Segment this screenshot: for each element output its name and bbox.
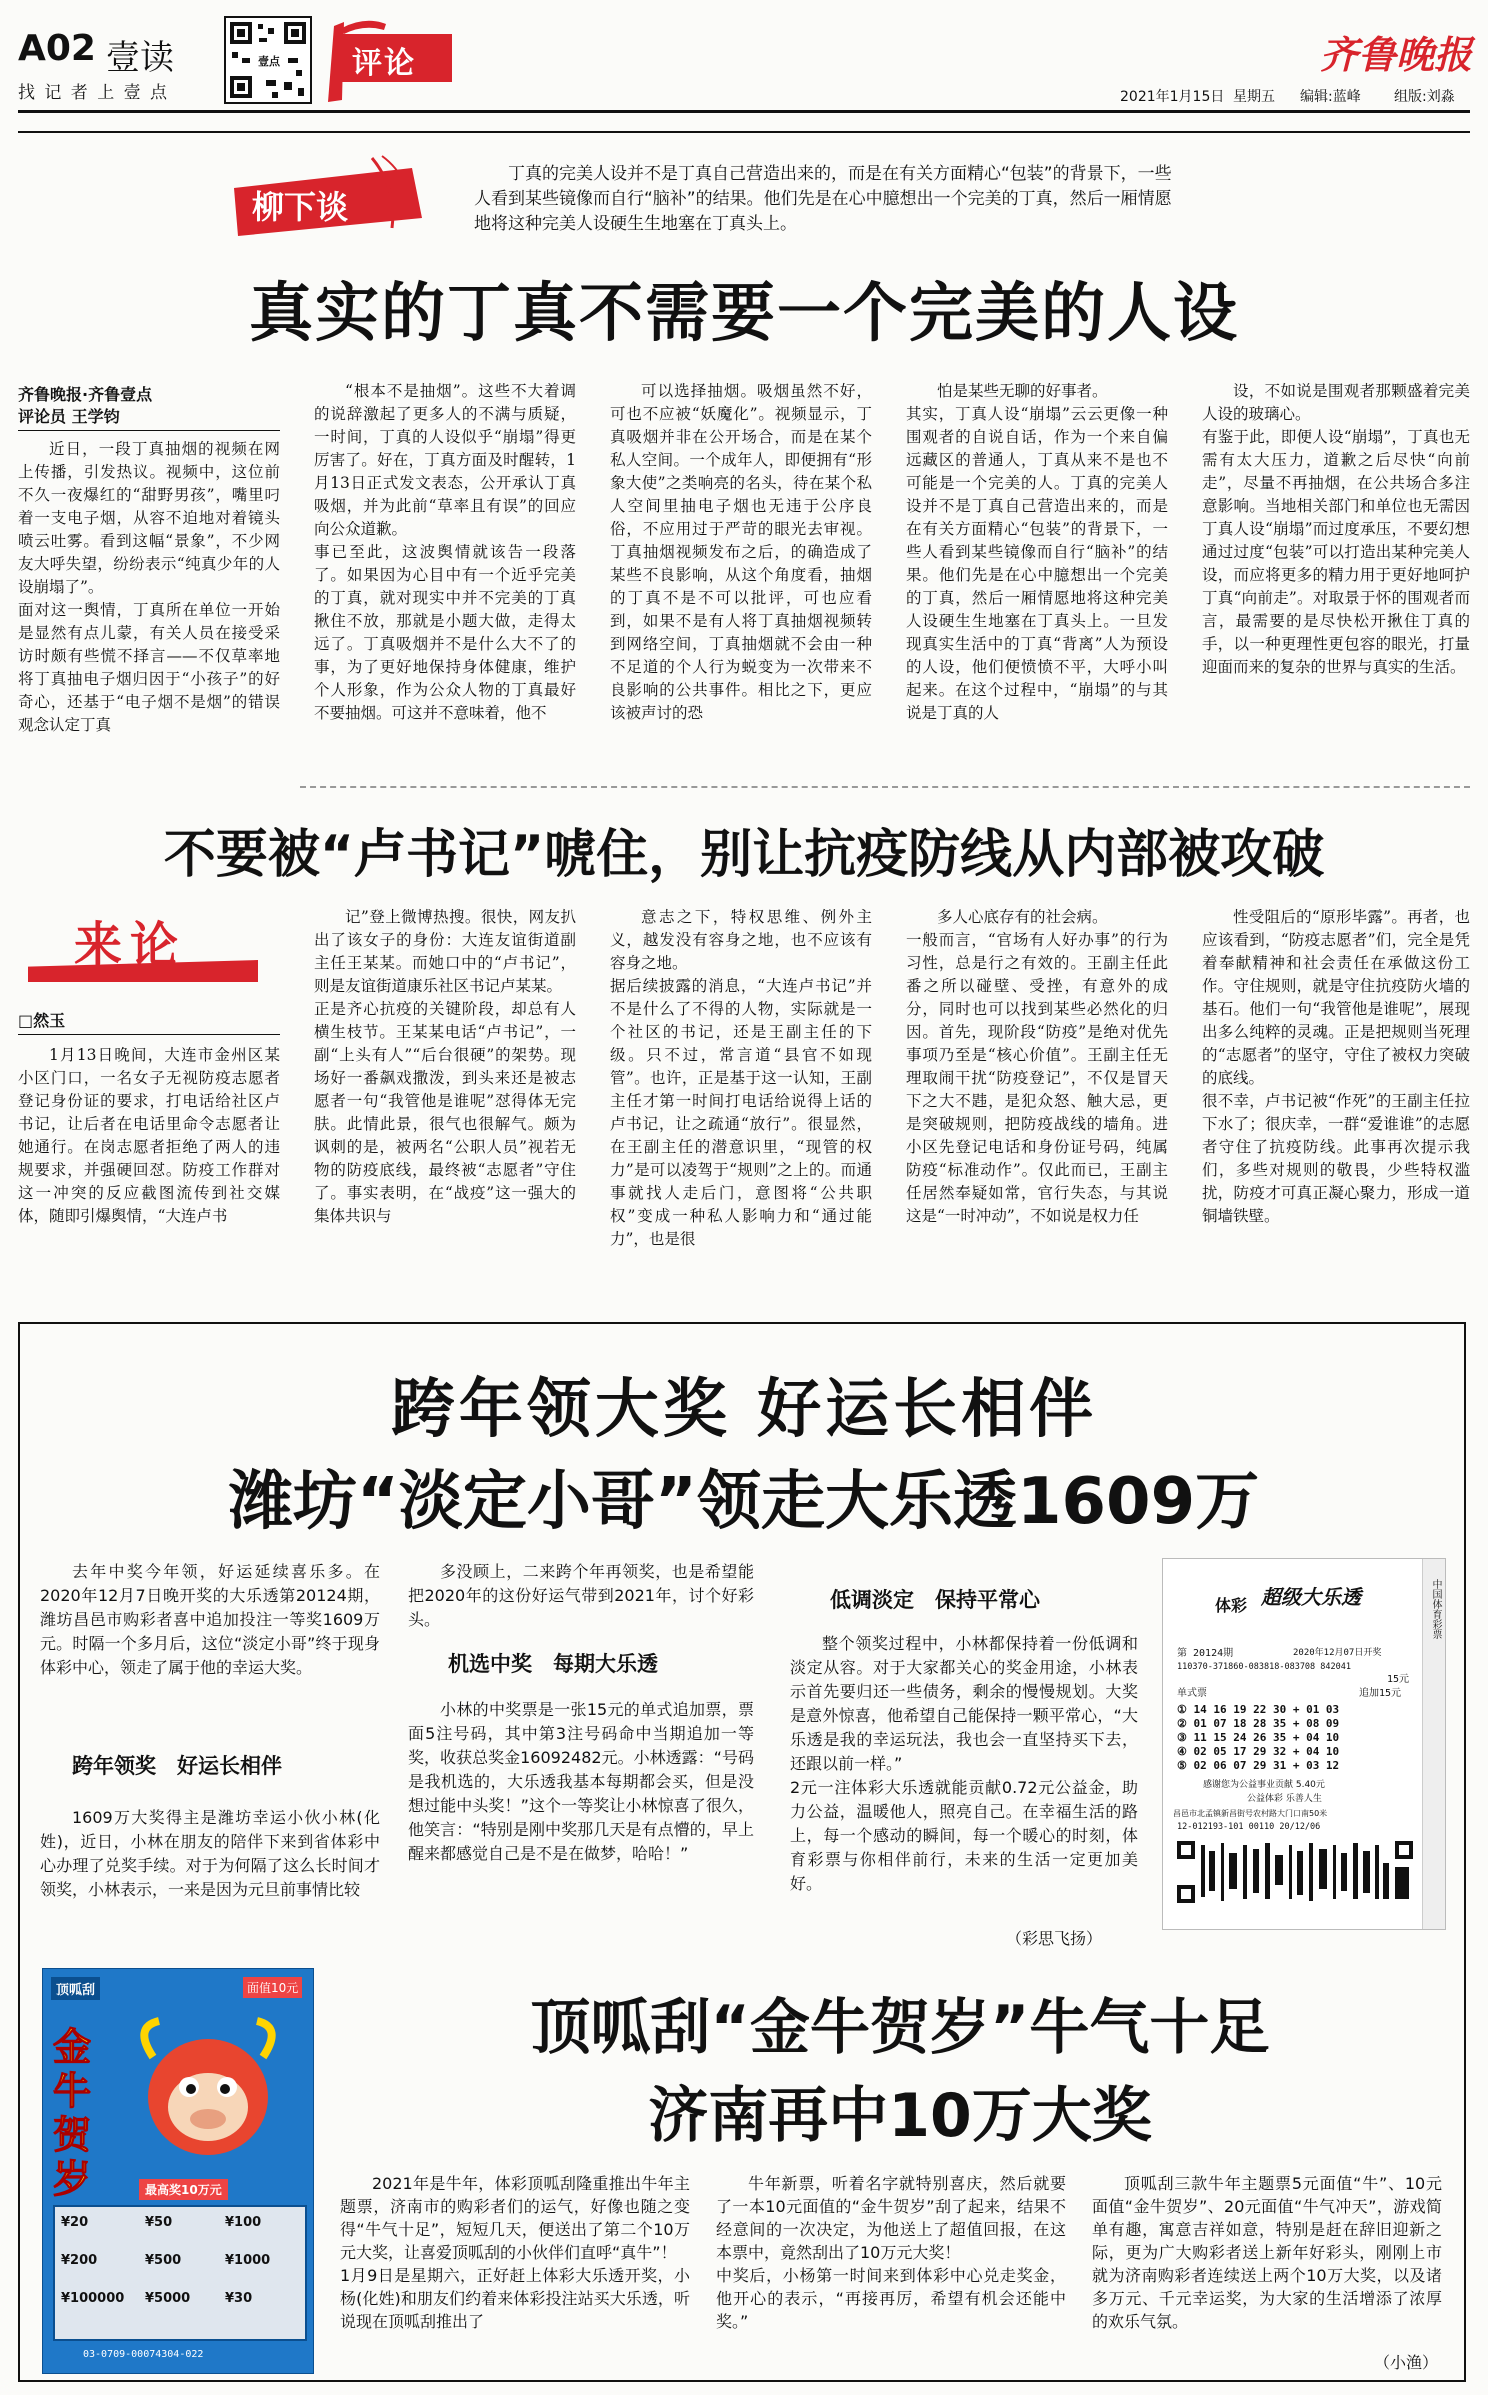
scratch-card-price: 面值10元	[243, 1977, 302, 1998]
lottery1-column-2a	[408, 1560, 754, 1640]
lottery2-column-3	[1092, 2172, 1442, 2358]
article2-col3-text: 意志之下，特权思维、例外主义，越发没有容身之地，也不应该有容身之地。 据后续披露的消息，“大连卢书记”并不是什么了不得的人物，实际就是一个社区的书记，还是王副主任的下级。只不过，常言道“县官不如现管”。也许，正是基于这一认知，王副主任才第一时间打电话给说得上话的卢书记，让之疏通“放行”。很显然，在王副主任的潜意识里，“现管的权力”是可以凌驾于“规则”之上的。而通事就找人走后门，意图将“公共职权”变成一种私人影响力和“通过能力”，也是很	[610, 908, 872, 1248]
weekday: 星期五	[1233, 89, 1275, 105]
header-rule-thin	[18, 131, 1470, 133]
liuxiatan-intro: 丁真的完美人设并不是丁真自己营造出来的，而是在有关方面精心“包装”的背景下，一些人看到某些镜像而自行“脑补”的结果。他们先是在心中臆想出一个完美的丁真，然后一厢情愿地将这种完美人设硬生生地塞在丁真头上。	[474, 164, 1172, 234]
lottery1-col1b-text: 1609万大奖得主是潍坊幸运小伙小林(化姓)，近日，小林在朋友的陪伴下来到省体彩中心办理了兑奖手续。对于为何隔了这么长时间才领奖，小林表示，一来是因为元旦前事情比较	[40, 1808, 380, 1899]
lailun-badge: 来论	[74, 917, 187, 973]
lottery1-headline-1: 跨年领大奖 好运长相伴	[390, 1373, 1098, 1447]
scratch-card-brand: 顶呱刮	[51, 1977, 100, 2000]
scratch-amount: ¥200	[61, 2253, 98, 2268]
byline-rule	[18, 430, 280, 431]
ticket-serial: 110370-371860-083818-083708 842041	[1177, 1662, 1351, 1672]
lottery1-column-1b	[40, 1806, 380, 1956]
qr-label: 壹点	[256, 52, 282, 70]
page-label: 壹读	[106, 38, 174, 78]
ticket-additional: 追加15元	[1359, 1688, 1402, 1699]
scratch-amount: ¥1000	[225, 2253, 271, 2268]
ticket-row: ③ 11 15 24 26 35 + 04 10	[1177, 1731, 1340, 1744]
qr-code[interactable]	[224, 16, 312, 104]
article2-headline: 不要被“卢书记”唬住，别让抗疫防线从内部被攻破	[163, 825, 1325, 885]
author-rule	[18, 1034, 280, 1035]
lottery2-col1-text: 2021年是牛年，体彩顶呱刮隆重推出牛年主题票，济南市的购彩者们的运气，好像也随之变得“牛气十足”，短短几天，便送出了第二个10万元大奖，让喜爱顶呱刮的小伙伴们直呼“真牛”！ 1月9日是星期六，正好赶上体彩大乐透开奖，小杨(化姓)和朋友们约着来体彩投注站买大乐透，听说现在顶呱刮推出了	[340, 2174, 690, 2331]
slogan: 找 记 者 上 壹 点	[18, 83, 170, 103]
article1-byline: 齐鲁晚报·齐鲁壹点	[18, 385, 153, 404]
lottery2-column-1	[340, 2172, 690, 2372]
article1-author: 评论员 王学钧	[18, 407, 120, 426]
ticket-welfare: 感谢您为公益事业贡献 5.40元	[1203, 1780, 1325, 1790]
article2-column-4	[906, 906, 1168, 1314]
lottery2-credit: （小渔）	[1374, 2353, 1439, 2372]
scratch-amount: ¥30	[225, 2291, 253, 2306]
lottery2-column-2	[716, 2172, 1066, 2372]
article2-author: □然玉	[18, 1011, 66, 1030]
lottery1-subhead-3: 低调淡定 保持平常心	[830, 1588, 1040, 1612]
lottery1-column-3	[790, 1632, 1138, 1928]
lottery1-column-2b	[408, 1698, 754, 1958]
scratch-amount: ¥50	[145, 2215, 173, 2230]
lottery-ticket	[1162, 1558, 1446, 1930]
ticket-side-label: 中国体育彩票	[1430, 1579, 1441, 1639]
lottery1-credit: （彩思飞扬）	[1006, 1929, 1103, 1948]
article1-headline: 真实的丁真不需要一个完美的人设	[249, 277, 1239, 351]
article1-column-2	[314, 380, 576, 770]
scratch-card	[42, 1968, 314, 2374]
lottery1-col2b-text: 小林的中奖票是一张15元的单式追加票，票面5注号码，其中第3注号码命中当期追加一等奖，收获总奖金16092482元。小林透露：“号码是我机选的，大乐透我基本每期都会买，但是没想过能中头奖！”这个一等奖让小林惊喜了很久，他笑言：“特别是刚中奖那几天是有点懵的，早上醒来都感觉自己是不是在做梦，哈哈！”	[408, 1700, 754, 1863]
lottery2-col2-text: 牛年新票，听着名字就特别喜庆，然后就要了一本10元面值的“金牛贺岁”刮了起来，结果不经意间的一次决定，为他送上了超值回报，在这本票中，竟然刮出了10万元大奖！ 中奖后，小杨第一时间来到体彩中心兑走奖金，他开心的表示，“再接再厉，希望有机会还能中奖。”	[716, 2174, 1066, 2331]
ticket-row: ② 01 07 18 28 35 + 08 09	[1177, 1717, 1340, 1730]
lottery2-headline-1: 顶呱刮“金牛贺岁”牛气十足	[530, 1993, 1270, 2063]
lottery1-subhead-2: 机选中奖 每期大乐透	[448, 1652, 658, 1676]
article1-col5-text: 设，不如说是围观者那颗盛着完美人设的玻璃心。 有鉴于此，即便人设“崩塌”，丁真也无需有太大压力，道歉之后尽快“向前走”，尽量不再抽烟，在公共场合多注意影响。当地相关部门和单位也无需因丁真人设“崩塌”而过度承压，不要幻想通过过度“包装”可以打造出某种完美人设，而应将更多的精力用于更好地呵护丁真“向前走”。对取景于怀的围观者而言，最需要的是尽快松开揪住丁真的手，以一种更理性更包容的眼光，打量迎面而来的复杂的世界与真实的生活。	[1202, 382, 1470, 676]
article2-col1-text: 1月13日晚间，大连市金州区某小区门口，一名女子无视防疫志愿者登记身份证的要求，打电话给社区卢书记，让后者在电话里命令志愿者让她通行。在岗志愿者拒绝了两人的违规要求，并强硬回怼。防疫工作群对这一冲突的反应截图流传到社交媒体，随即引爆舆情，“大连卢书	[18, 1046, 280, 1225]
lottery2-headline-2: 济南再中10万大奖	[648, 2081, 1152, 2151]
editor: 编辑:蓝峰	[1300, 89, 1361, 105]
scratch-card-serial: 03-0709-00074304-022	[83, 2349, 204, 2360]
article1-column-4	[906, 380, 1168, 770]
scratch-amount: ¥5000	[145, 2291, 191, 2306]
bull-mascot-icon	[123, 2007, 293, 2177]
scratch-amount: ¥500	[145, 2253, 182, 2268]
ticket-footer: 公益体彩 乐善人生	[1247, 1794, 1322, 1804]
scratch-amount: ¥20	[61, 2215, 89, 2230]
page-number: A02	[18, 28, 96, 69]
article2-column-5	[1202, 906, 1470, 1314]
ticket-amount: 15元	[1387, 1674, 1410, 1685]
scratch-amount: ¥100000	[61, 2291, 125, 2306]
article1-column-1	[18, 438, 280, 768]
lottery1-col3-text: 整个领奖过程中，小林都保持着一份低调和淡定从容。对于大家都关心的奖金用途，小林表示首先要归还一些债务，剩余的慢慢规划。大奖是意外惊喜，他希望自己能保持一颗平常心，“大乐透是我的幸运玩法，我也会一直坚持买下去，还跟以前一样。” 2元一注体彩大乐透就能贡献0.72元公益金，助力公益，温暖他人，照亮自己。在幸福生活的路上，每一个感动的瞬间，每一个暖心的时刻，体育彩票与你相伴前行，未来的生活一定更加美好。	[790, 1634, 1138, 1893]
ticket-row: ⑤ 02 06 07 29 31 + 03 12	[1177, 1759, 1340, 1772]
ticket-shop-code: 12-012193-101 00110 20/12/06	[1177, 1822, 1321, 1832]
brand-logo: 齐鲁晚报	[1320, 32, 1473, 77]
article1-col3-text: 可以选择抽烟。吸烟虽然不好，可也不应被“妖魔化”。视频显示，丁真吸烟并非在公开场合，而是在某个私人空间。一个成年人，即便拥有“形象大使”之类响亮的名头，待在某个私人空间里抽电子烟也无违于公序良俗，不应用过于严苛的眼光去审视。丁真抽烟视频发布之后，的确造成了某些不良影响，从这个角度看，抽烟的丁真不是不可以批评，可也应看到，如果不是有人将丁真抽烟视频转到网络空间，丁真抽烟就不会由一种不足道的个人行为蜕变为一次带来不良影响的公共事件。相比之下，更应该被声讨的恐	[610, 382, 872, 722]
scratch-area	[53, 2205, 307, 2341]
article2-column-1	[18, 1044, 280, 1314]
lottery1-headline-2: 潍坊“淡定小哥”领走大乐透1609万	[228, 1465, 1260, 1539]
scratch-card-prize: 最高奖10万元	[139, 2179, 228, 2200]
article1-column-3	[610, 380, 872, 770]
scratch-amount: ¥100	[225, 2215, 262, 2230]
lottery1-col2a-text: 多没顾上，二来跨个年再领奖，也是希望能把2020年的这份好运气带到2021年，讨个好彩头。	[408, 1562, 754, 1629]
section-divider	[300, 786, 1470, 788]
lottery2-col3-text: 顶呱刮三款牛年主题票5元面值“牛”、10元面值“金牛贺岁”、20元面值“牛气冲天”，游戏简单有趣，寓意吉祥如意，特别是赶在辞旧迎新之际，更为广大购彩者送上新年好彩头，刚刚上市就为济南购彩者连续送上两个10万大奖，以及诸多万元、千元幸运奖，为大家的生活增添了浓厚的欢乐气氛。	[1092, 2174, 1442, 2331]
article1-col4-text: 怕是某些无聊的好事者。 其实，丁真人设“崩塌”云云更像一种围观者的自说自话，作为一个来自偏远藏区的普通人，丁真从来不是也不可能是一个完美的人。丁真的完美人设并不是丁真自己营造出来的，而是在有关方面精心“包装”的背景下，一些人看到某些镜像而自行“脑补”的结果。他们先是在心中臆想出一个完美的丁真，然后一厢情愿地将这种完美人设硬生生地塞在丁真头上。一旦发现真实生活中的丁真“背离”人为预设的人设，他们便愤愤不平，大呼小叫起来。在这个过程中，“崩塌”的与其说是丁真的人	[906, 382, 1168, 722]
ticket-draw-date: 2020年12月07日开奖	[1293, 1648, 1382, 1658]
lottery1-subhead-1: 跨年领奖 好运长相伴	[72, 1754, 282, 1778]
article2-col4-text: 多人心底存有的社会病。 一般而言，“官场有人好办事”的行为习性，总是行之有效的。王副主任此番之所以碰壁、受挫，有意外的成分，同时也可以找到某些必然化的归因。首先，现阶段“防疫”是绝对优先事项乃至是“核心价值”。王副主任无理取闹干扰“防疫登记”，不仅是冒天下之大不韪，是犯众怒、触大忌，更是突破规则，把防疫战线的墙角。进小区先登记电话和身份证号码，纯属防疫“标准动作”。仅此而已，王副主任居然奉疑如常，官行失态，与其说这是“一时冲动”，不如说是权力任	[906, 908, 1168, 1225]
scratch-card-title: 金牛贺岁	[53, 2024, 92, 2201]
ticket-product: 超级大乐透	[1261, 1585, 1361, 1609]
article2-col2-text: 记”登上微博热搜。很快，网友扒出了该女子的身份：大连友谊街道副主任王某某。而她口中的“卢书记”，则是友谊街道康乐社区书记卢某某。 正是齐心抗疫的关键阶段，却总有人横生枝节。王某某电话“卢书记”，一副“上头有人”“后台很硬”的架势。现场好一番飙戏撒泼，到头来还是被志愿者一句“我管他是谁呢”怼得体无完肤。此情此景，很气也很解气。颇为讽刺的是，被两名“公职人员”视若无物的防疫底线，最终被“志愿者”守住了。事实表明，在“战疫”这一强大的集体共识与	[314, 908, 576, 1225]
layout-credit: 组版:刘淼	[1394, 89, 1455, 105]
article2-column-3	[610, 906, 872, 1314]
article2-column-2	[314, 906, 576, 1314]
ticket-shop: 昌邑市北孟镇新昌街号农村路大门口南50米	[1173, 1809, 1328, 1818]
article1-col2-text: “根本不是抽烟”。这些不大着调的说辞激起了更多人的不满与质疑，一时间，丁真的人设似乎“崩塌”得更厉害了。好在，丁真方面及时醒转，1月13日正式发文表态，公开承认丁真吸烟，并为此前“草率且有误”的回应向公众道歉。 事已至此，这波舆情就该告一段落了。如果因为心目中有一个近乎完美的丁真，就对现实中并不完美的丁真揪住不放，那就是小题大做，走得太远了。丁真吸烟并不是什么大不了的事，为了更好地保持身体健康，维护个人形象，作为公众人物的丁真最好不要抽烟。可这并不意味着，他不	[314, 382, 576, 722]
article1-column-5	[1202, 380, 1470, 770]
lottery1-col1-text: 去年中奖今年领，好运延续喜乐多。在2020年12月7日晚开奖的大乐透第20124期，潍坊昌邑市购彩者喜中追加投注一等奖1609万元。时隔一个多月后，这位“淡定小哥”终于现身体彩中心，领走了属于他的幸运大奖。	[40, 1562, 380, 1677]
header-rule	[18, 110, 1470, 113]
ticket-row: ④ 02 05 17 29 32 + 04 10	[1177, 1745, 1340, 1758]
issue-date: 2021年1月15日	[1120, 89, 1225, 105]
ticket-row: ① 14 16 19 22 30 + 01 03	[1177, 1703, 1340, 1716]
ticket-brand: 体彩	[1215, 1596, 1248, 1615]
ticket-issue: 第 20124期	[1177, 1648, 1234, 1659]
lottery1-column-1	[40, 1560, 380, 1690]
article2-col5-text: 性受阻后的“原形毕露”。再者，也应该看到，“防疫志愿者”们，完全是凭着奉献精神和社会责任在承做这份工作。守住规则，就是守住抗疫防火墙的基石。他们一句“我管他是谁呢”，展现出多么纯粹的灵魂。正是把规则当死理的“志愿者”的坚守，守住了被权力突破的底线。 很不幸，卢书记被“作死”的王副主任拉下水了；很庆幸，一群“爱谁谁”的志愿者守住了抗疫防线。此事再次提示我们，多些对规则的敬畏，少些特权滥扰，防疫才可真正凝心聚力，形成一道铜墙铁壁。	[1202, 908, 1470, 1225]
ticket-barcode-icon	[1177, 1841, 1413, 1903]
liuxiatan-badge: 柳下谈	[252, 188, 349, 226]
section-label: 评论	[352, 46, 416, 81]
ticket-mode: 单式票	[1177, 1688, 1207, 1699]
article1-col1-text: 近日，一段丁真抽烟的视频在网上传播，引发热议。视频中，这位前不久一夜爆红的“甜野男孩”，嘴里叼着一支电子烟，从容不迫地对着镜头喷云吐雾。看到这幅“景象”，不少网友大呼失望，纷纷表示“纯真少年的人设崩塌了”。 面对这一舆情，丁真所在单位一开始是显然有点儿蒙，有关人员在接受采访时颇有些慌不择言——不仅草率地将丁真抽电子烟归因于“小孩子”的好奇心，还基于“电子烟不是烟”的错误观念认定丁真	[18, 440, 280, 734]
